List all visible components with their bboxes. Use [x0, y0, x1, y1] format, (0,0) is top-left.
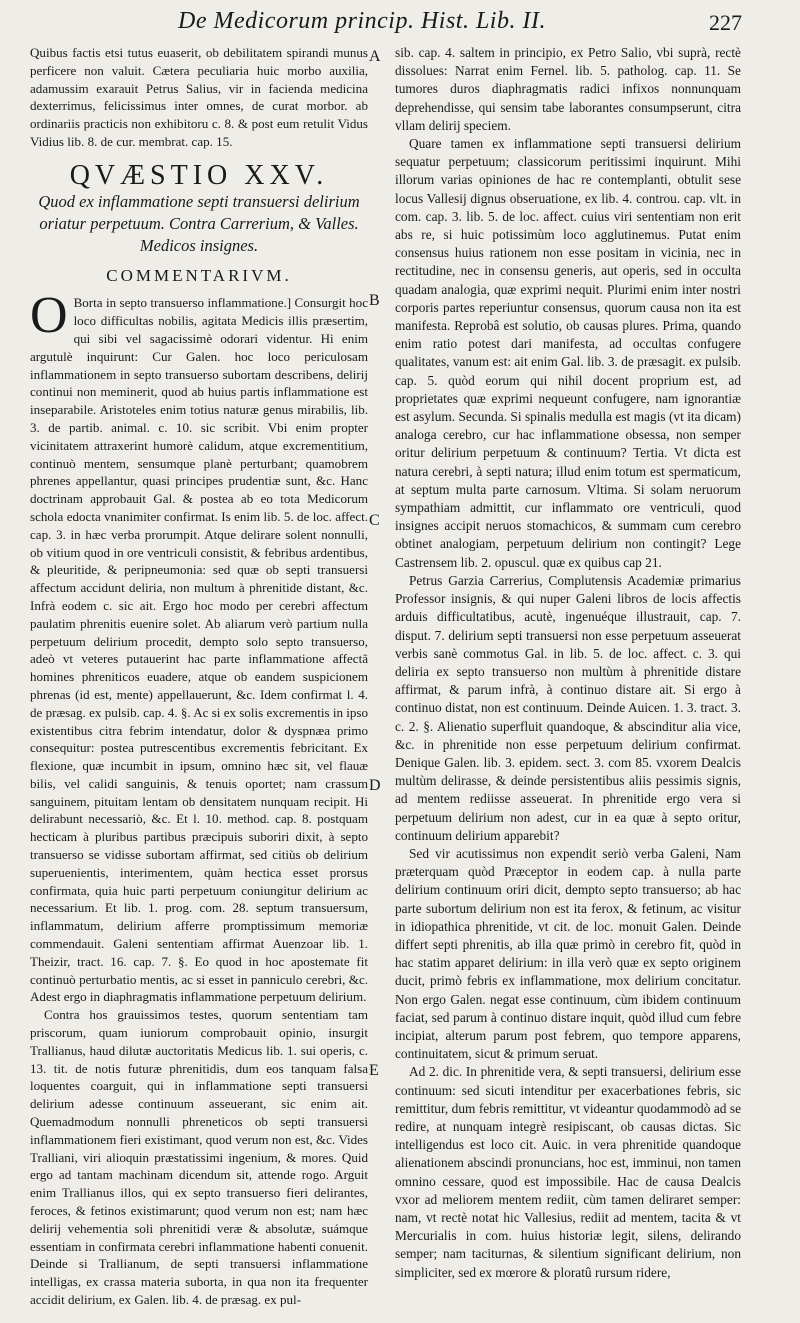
running-header	[0, 8, 800, 42]
right-top-paragraph: sib. cap. 4. saltem in principio, ex Petro Salio, vbi suprà, rectè dissolues: Narrat enim Fernel. lib. 5. patholog. cap. 11. Se tumores duros diaphragmatis radici infixos nonnunquam deprehendisse, qui sensim tabe laborantes consumpserunt, citra vllam delirij speciem.	[395, 45, 741, 133]
margin-letter-e: E	[369, 1062, 379, 1079]
carrerius-paragraph: Petrus Garzia Carrerius, Complutensis Academiæ primarius Professor insignis, & qui nuper Galeni libros de locis affectis arduis difficultatibus, acutè, ingenuéque illustrauit, cap. 7. disput. 7. delirium septi transuersi non esse perpetuum asseuerat verbis sanè commotus Gal. in lib. 5. de loc. affect. c. 3. qui deliria ex septo transuerso non multùm à phrenitide distare affirmat, & parum infrà, à continuo distare ait. Si ergo à continuo distat, non est continuum. Deinde Auicen. 1. 3. tract. 3. c. 2. §. Alienatio superfluit quandoque, & abscinditur alia vice, &c. in phrenitide non esse perpetuum delirium confirmat. Denique Galen. lib. 3. epidem. sect. 3. com 85. vxorem Dealcis multùm delirasse, & deinde persistentibus aliis pessimis signis, ad mentem rediisse asseuerat. In phrenitide ergo vera si perpetuum delirium non adest, cur in ea quæ à septo oritur, continuum delirium apparebit?	[395, 572, 741, 843]
intro-paragraph: Quibus factis etsi tutus euaserit, ob debilitatem spirandi munus perficere non valuit. Cætera peculiaria huic morbo auxilia, adamussim exarauit Petrus Salius, vir in facienda medicina dexterrimus, felicissimus inter omnes, de curat morbor. ab ordinariis practicis non exhibitoru c. 8. & post eum retulit Vidus Vidius lib. 8. de cur. membrat. cap. 15.	[30, 45, 368, 149]
ad-secundum-paragraph: Ad 2. dic. In phrenitide vera, & septi transuersi, delirium esse continuum: sed sicuti intenditur per exacerbationes febris, sic remittitur, dum febris remittitur, vt videantur quodammodò ad se redire, at nunquam integrè resipiscant, ob causas dictas. Sic intelligendus est loco cit. Auic. in vera phrenitide quandoque alienationem abscindi pronuncians, hoc est, imminui, non tamen omnino cessare, quod est impossibile. Hac de causa Dealcis vxor ad meliorem mentem rediit, cùm tamen deliraret semper: nam, vt rectè notat hic Vallesius, rediit ad mentem, tacita & vt Mercurialis in com. huius historiæ legit, silens, delirando semper; nam taciturnas, & silentium significant delirium, non simpliciter, sed ex mœrore & ploratû rursum ridere,	[395, 1064, 741, 1280]
page-number: 227	[709, 10, 742, 35]
question-subtitle: Quod ex inflammatione septi transuersi delirium oriatur perpetuum. Contra Carrerium, & Valles. Medicos insignes.	[38, 191, 360, 255]
margin-letter-b: B	[369, 292, 380, 309]
left-column	[30, 44, 368, 1309]
margin-letter-d: D	[369, 777, 381, 794]
commentary-text: Borta in septo transuerso inflammatione.] Consurgit hoc loco difficultas nobilis, agitata Medicis illis præsertim, qui sibi vel sagacissimè odorari videntur. Hi enim argutulè inquirunt: Cur Galen. hoc loco periculosam inflammationem in septo transuerso subortam describens, delirij continui non meminerit, quod ab huius partis inflammatione est inseparabile. Aristoteles enim totius naturæ genus mirabilis, lib. 3. de partib. animal. c. 10. sic scribit. Vbi enim propter vicinitatem attraxerint humorè calidum, atque excrementitium, continuò mentem, sensumque planè perturbant; quamobrem phrenes appellantur, quasi principes prudentiæ sunt, &c. Hanc doctrinam approbauit Gal. & postea ab eo tota Medicorum schola edocta vnanimiter confirmat. Is enim lib. 5. de loc. affect. cap. 3. in hæc verba prorumpit. Atque delirare solent nonnulli, ob vitium quod in ore ventriculi consistit, & febribus ardentibus, & pleuritide, & peripneumonia: sed quæ ob septi transuersi affectum accidunt deliria, non multum à phrenitide distant, &c. Infrà eodem c. sic ait. Ergo hoc modo per cerebri affectum paulatim phrenitis euenire solet. Ab aliarum verò partium nulla perpetuum delirium procedit, dempto solo septo transuerso, adeò vt veteres putauerint hac parte inflammatione affectâ homines phreniticos euadere, atque ob eandem suspicionem phrenas (id est, mente) appellauerunt, &c. Idem confirmat l. 4. de præsag. ex pulsib. cap. 4. §. Ac si ex solis excrementis in ipso existentibus citra febrim intendatur, dolor & dyspnæa primo consequitur: postea putrescentibus excrementis febricitant. Ex flexione, quæ incumbit in ipsum, omnino hæc sit, vel flauæ bilis, vel calidi sanguinis, & tenuis oportet; nam crassum sanguinem, pituitam lentam ob densitatem nunquam recipit. Hi delirabunt necessariò, &c. Et l. 10. method. cap. 8. postquam hecticam à pluribus partibus præcipuis suboriri dixit, à septo transuerso se vidisse subortam affirmat, sed citiùs ob delirium superuenientis, interimentem, quàm hectica esset prorsus confirmata, quia huic parti perpetuum coniungitur delirium ac necessarium. Et lib. 1. prog. com. 28. septum transuersum, inflammatum, delirium afferre promptissimum memoriæ commendauit. Galeni sententiam affirmat Auenzoar lib. 1. Theizir, tract. 16. cap. 7. §. Eo quod in hoc apostemate fit continuò perturbatio mentis, ac si esset in panniculo cerebri, &c. Adest ergo in diaphragmatis inflammatione perpetuum delirium.	[30, 295, 368, 1005]
contra-paragraph: Contra hos grauissimos testes, quorum sententiam tam priscorum, quam iuniorum comprobauit opinio, insurgit Trallianus, haud dilutæ auctoritatis Medicus lib. 1. sui operis, c. 13. tit. de notis futuræ phrenitidis, dum eos tanquam falsa loquentes coarguit, qui in inflammatione septi transuersi delirium adesse continuum asseuerant, sic enim ait. Quemadmodum nonnulli phreneticos ob septi transuersi inflammationem fieri existimant, quod verum non est, &c. Vides Tralliani, viri alioquin præstatissimi ingenium, & mores. Quid ergo ad tantam machinam dicendum sit, attende rogo. Arguit enim Trallianus illos, qui ex septo transuerso fieri delirantes, feroces, & fetinos existimarunt; quod verum non est; nam hæc delirij vehementia soli phrenitidi veræ & absolutæ, suámque essentiam in confirmata cerebri inflammatione habenti conuenit. Deinde si Trallianum, de septi transuersi inflammatione intelligas, ex crassa materia suborta, in qua non ita frequenter accidit delirium, ex Galen. lib. 4. de præsag. ex pul-	[30, 1007, 368, 1307]
question-title: QVÆSTIO XXV.	[69, 159, 329, 191]
commentary-paragraph	[30, 287, 368, 1006]
right-column	[395, 44, 741, 1282]
margin-letter-c: C	[369, 512, 380, 529]
sed-vir-paragraph: Sed vir acutissimus non expendit seriò verba Galeni, Nam præterquam quòd Præceptor in eodem cap. à nulla parte delirium continuum oriri dicit, dempto septo transuerso; ab hac parte subortum delirium non est ita ferox, & fetinum, ac visitur in idiopathica phrenitide, vt cit. de loc. monuit Galen. Deinde differt septi phrenitis, ab illa quæ primò in cerebro fit, quòd in hac statim apparet delirium: in illa verò quæ ex septo originem ducit, primò febris ex inflammatione, mox delirium concitatur. Non ergo Galen. negat esse continuum, cùm ibidem continuum faciat, sed parum à continuo distare inquit, quòd illud cum febre incipiat, alterum parum post febrem, quo tempore apparens, continuitatem, sicut & primum seruat.	[395, 845, 741, 1062]
commentary-heading: COMMENTARIVM.	[106, 265, 292, 285]
running-title: De Medicorum princip. Hist. Lib. II.	[178, 8, 546, 34]
drop-cap: O	[30, 287, 68, 345]
quare-paragraph: Quare tamen ex inflammatione septi transuersi delirium sequatur perpetuum; classicorum peritissimi inquirunt. Mihi illorum varias opiniones de hac re contemplanti, obtulit sese locus Vallesij dignus obseruatione, ex lib. 4. controu. cap. vlt. in com. cap. 3. lib. 5. de loc. affect. cuius viri sententiam non erit abs re, si huic potissimùm loco agglutinemus. Putat enim consensus huius rationem non esse positam in vicinia, nec in rectitudine, nec in consensu generis, aut operis, sed in occulta quadam analogia, quæ exprimi nequit. Plurimi enim inter nostri corporis partes reperiuntur consensus, quorum causa non ita est manifesta. Reprobâ est solutio, ob causas plures. Prima, quando enim ratio potest dari manifesta, ad occultas confugere qualitates, vanum est: ait enim Gal. lib. 3. de præsagit. ex pulsib. cap. 5. quòd eorum qui nihil docent proprium est, ad proprietates quæ exprimi nequeunt confugere, nam ignorantiæ est asylum. Secunda. Si spinalis medulla est magis (vt ita dicam) analoga cerebro, cur hac inflammatione obsessa, non semper oritur delirium perpetuum & continuum? Tertia. Vt dicta est natura cerebri, à septi natura; illud enim totum est spermaticum, at septum multa parte carnosum. Vltima. Si solam neruorum sympathiam admittit, cur inflammato ore ventriculi, quod insignes accipit neruos stomachicos, & summam cum cerebro obtinet analogiam, perpetuum delirium non contingit? Lege Castrensem lib. 2. opuscul. quæ ex quibus cap 21.	[395, 136, 741, 570]
margin-letter-a: A	[369, 48, 381, 65]
